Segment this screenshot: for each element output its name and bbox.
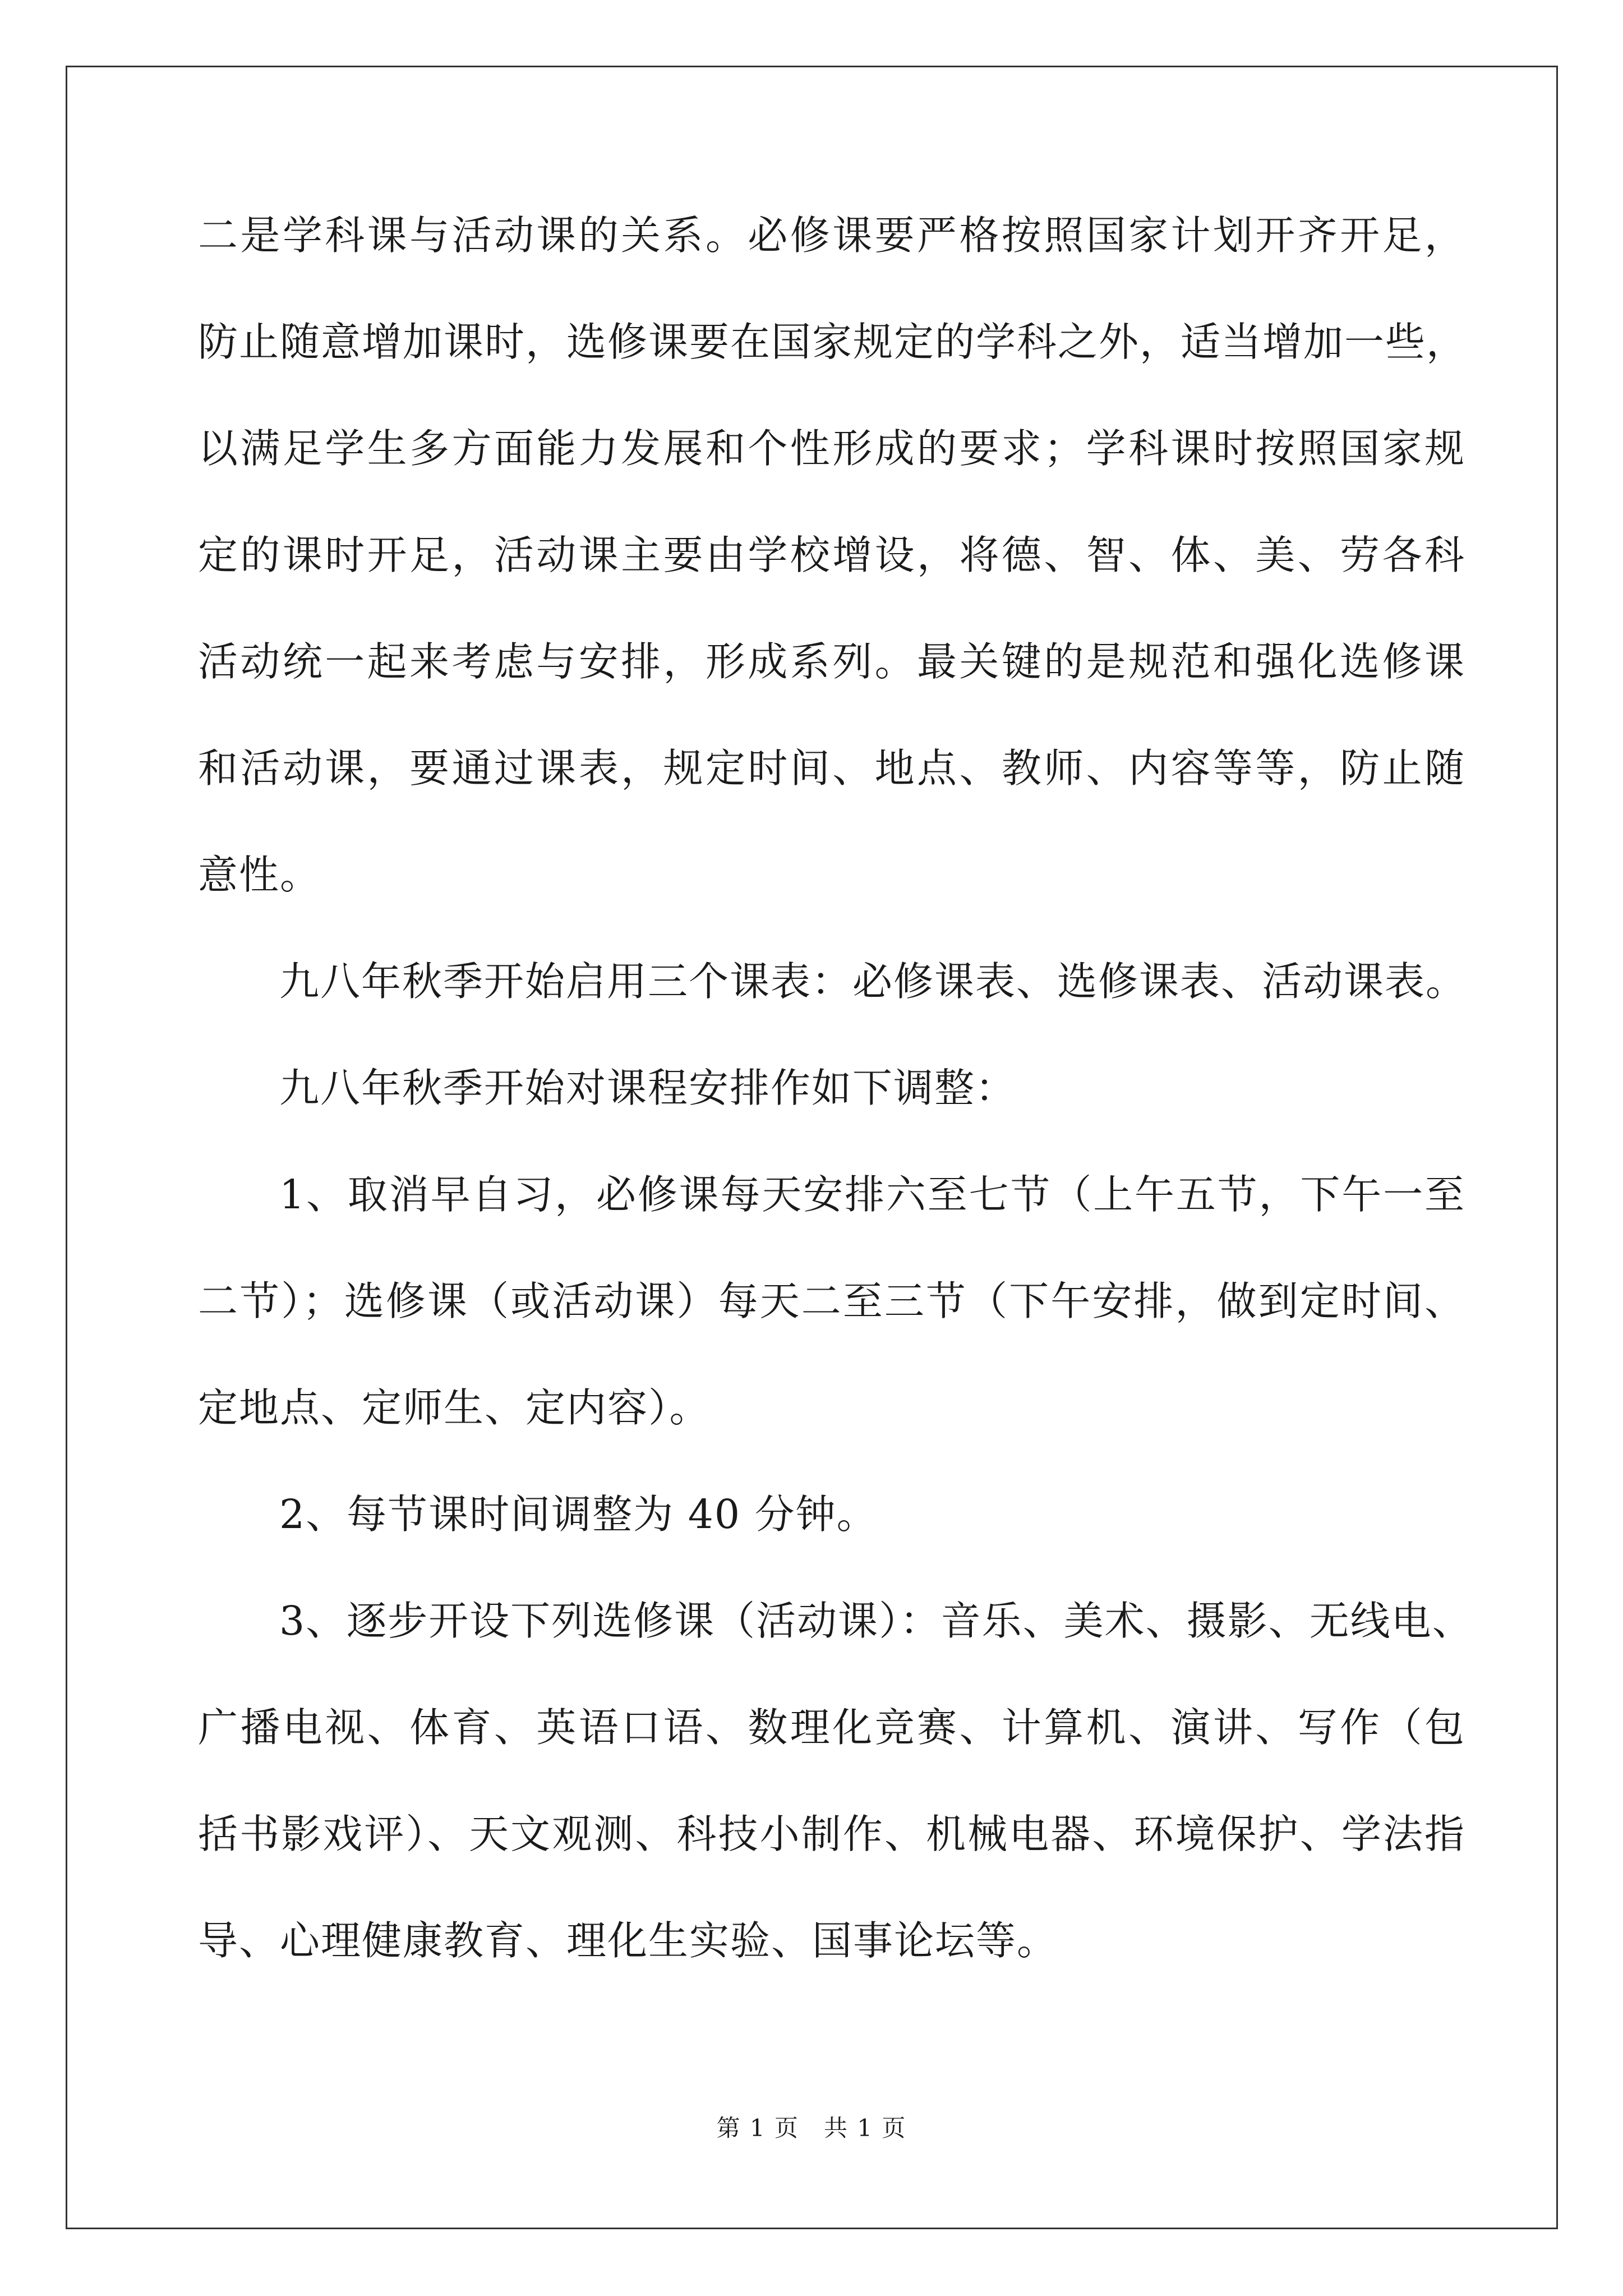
page-border xyxy=(66,66,1558,2229)
text-line: 括书影戏评）、天文观测、科技小制作、机械电器、环境保护、学法指 xyxy=(198,1811,1465,1857)
text-line: 二节）；选修课（或活动课）每天二至三节（下午安排，做到定时间、 xyxy=(198,1278,1465,1324)
paragraph-line: 九八年秋季开始对课程安排作如下调整： xyxy=(279,1065,1017,1111)
text-line: 定地点、定师生、定内容）。 xyxy=(198,1384,711,1431)
text-line: 和活动课，要通过课表，规定时间、地点、教师、内容等等，防止随 xyxy=(198,745,1465,792)
list-item-line: 1、取消早自习，必修课每天安排六至七节（上午五节，下午一至 xyxy=(279,1171,1465,1218)
text-line: 导、心理健康教育、理化生实验、国事论坛等。 xyxy=(198,1917,1058,1964)
text-line: 定的课时开足，活动课主要由学校增设，将德、智、体、美、劳各科 xyxy=(198,532,1465,578)
text-line: 防止随意增加课时，选修课要在国家规定的学科之外，适当增加一些， xyxy=(198,319,1468,365)
text-line: 意性。 xyxy=(198,852,321,898)
text-line: 以满足学生多方面能力发展和个性形成的要求；学科课时按照国家规 xyxy=(198,425,1465,472)
text-line: 活动统一起来考虑与安排，形成系列。最关键的是规范和强化选修课 xyxy=(198,638,1465,685)
text-line: 广播电视、体育、英语口语、数理化竞赛、计算机、演讲、写作（包 xyxy=(198,1704,1465,1751)
list-item-line: 3、逐步开设下列选修课（活动课）：音乐、美术、摄影、无线电、 xyxy=(279,1598,1473,1644)
list-item-line: 2、每节课时间调整为 40 分钟。 xyxy=(279,1491,878,1538)
text-line: 二是学科课与活动课的关系。必修课要严格按照国家计划开齐开足， xyxy=(198,212,1465,259)
paragraph-line: 九八年秋季开始启用三个课表：必修课表、选修课表、活动课表。 xyxy=(279,958,1467,1005)
page-number-footer: 第 1 页 共 1 页 xyxy=(716,2114,907,2142)
